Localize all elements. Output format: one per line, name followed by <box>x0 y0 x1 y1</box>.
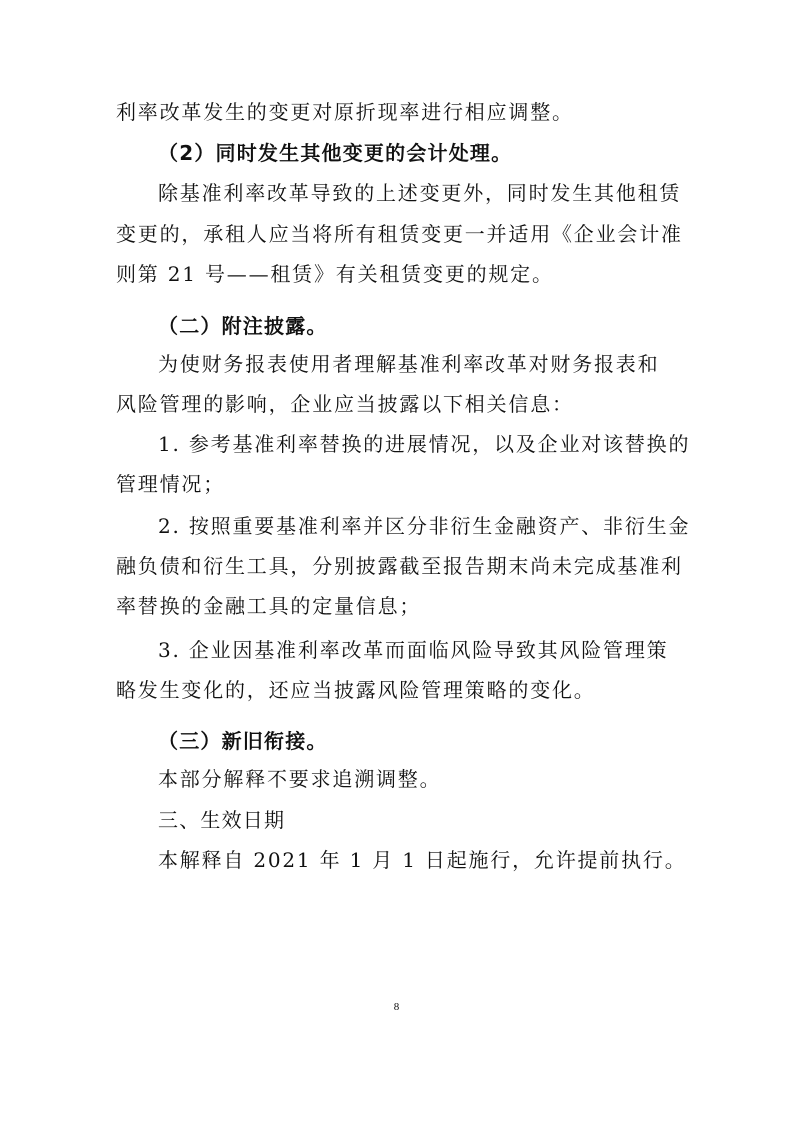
section-heading-transition: （三）新旧衔接。 <box>158 729 328 753</box>
list-item-2-continued: 融负债和衍生工具，分别披露截至报告期末尚未完成基准利 <box>116 554 683 578</box>
list-item-3: 3. 企业因基准利率改革而面临风险导致其风险管理策 <box>158 638 669 662</box>
paragraph-line: 本部分解释不要求追溯调整。 <box>158 767 442 791</box>
paragraph-line: 本解释自 2021 年 1 月 1 日起施行，允许提前执行。 <box>158 848 687 872</box>
section-heading-effective-date: 三、生效日期 <box>158 808 286 832</box>
paragraph-line: 为使财务报表使用者理解基准利率改革对财务报表和 <box>158 352 660 376</box>
list-item-2: 2. 按照重要基准利率并区分非衍生金融资产、非衍生金 <box>158 514 691 538</box>
paragraph-line: 利率改革发生的变更对原折现率进行相应调整。 <box>116 100 574 124</box>
page-number: 8 <box>393 1001 400 1013</box>
list-item-3-continued: 略发生变化的，还应当披露风险管理策略的变化。 <box>116 678 596 702</box>
paragraph-line: 除基准利率改革导致的上述变更外，同时发生其他租赁 <box>158 181 682 205</box>
list-item-1-continued: 管理情况； <box>116 472 225 496</box>
subsection-heading-concurrent-changes: （2）同时发生其他变更的会计处理。 <box>158 141 513 165</box>
list-item-2-continued: 率替换的金融工具的定量信息； <box>116 594 422 618</box>
list-item-1: 1. 参考基准利率替换的进展情况，以及企业对该替换的 <box>158 432 691 456</box>
section-heading-notes-disclosure: （二）附注披露。 <box>158 314 328 338</box>
paragraph-line: 变更的，承租人应当将所有租赁变更一并适用《企业会计准 <box>116 222 683 246</box>
paragraph-line: 则第 21 号——租赁》有关租赁变更的规定。 <box>116 262 554 286</box>
paragraph-line: 风险管理的影响，企业应当披露以下相关信息： <box>116 392 574 416</box>
